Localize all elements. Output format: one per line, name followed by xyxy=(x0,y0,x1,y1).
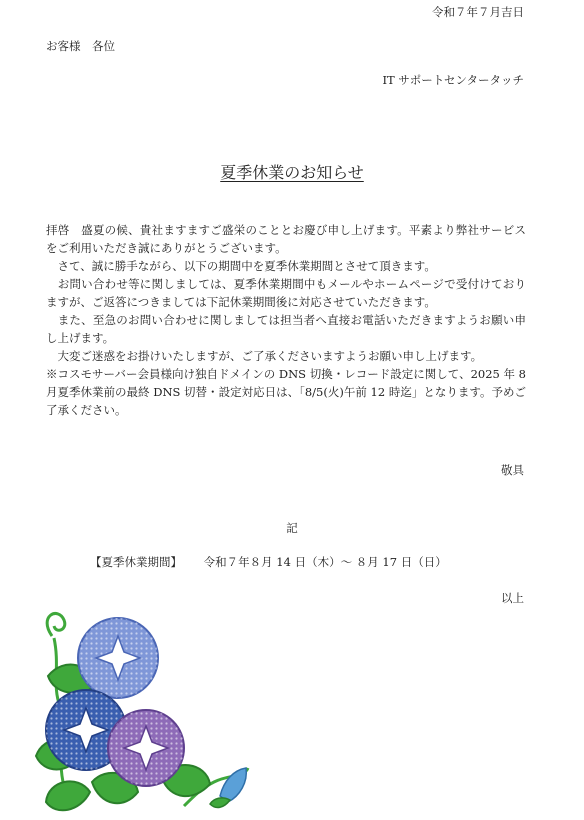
body-paragraph: 拝啓 盛夏の候、貴社ますますご盛栄のこととお慶び申し上げます。平素より弊社サービスをご利用いただき誠にありがとうございます。 xyxy=(46,223,526,255)
holiday-period-value: 令和７年８月 14 日（木）～ ８月 17 日（日） xyxy=(203,555,447,569)
issue-date: 令和７年７月吉日 xyxy=(432,5,524,19)
notice-title-wrapper xyxy=(0,160,584,183)
ki-heading: 記 xyxy=(286,521,298,535)
holiday-period xyxy=(90,554,447,570)
body-paragraph: ※コスモサーバー会員様向け独自ドメインの DNS 切換・レコード設定に関して、2025 年 8 月夏季休業前の最終 DNS 切替・設定対応日は、「8/5(火)午前 12 時迄」となります。予めご了承ください。 xyxy=(46,367,526,417)
leaf xyxy=(46,781,90,810)
flower-purple xyxy=(108,710,184,786)
flower-bud xyxy=(210,768,246,807)
recipient: お客様 各位 xyxy=(46,39,115,53)
closing-ijou: 以上 xyxy=(501,591,524,605)
notice-body xyxy=(46,221,526,419)
body-paragraph: さて、誠に勝手ながら、以下の期間中を夏季休業期間とさせて頂きます。 xyxy=(46,259,436,273)
sender-name: IT サポートセンタータッチ xyxy=(382,73,524,87)
vine-curl xyxy=(47,613,65,636)
notice-title: 夏季休業のお知らせ xyxy=(220,163,364,182)
body-paragraph: また、至急のお問い合わせに関しましては担当者へ直接お電話いただきますようお願い申し上げます。 xyxy=(46,313,526,345)
holiday-period-label: 【夏季休業期間】 xyxy=(90,555,182,569)
body-paragraph: 大変ご迷惑をお掛けいたしますが、ご了承くださいますようお願い申し上げます。 xyxy=(46,349,483,363)
closing-keigu: 敬具 xyxy=(501,463,524,477)
body-paragraph: お問い合わせ等に関しましては、夏季休業期間中もメールやホームページで受付けておりますが、ご返答につきましては下記休業期間後に対応させていただきます。 xyxy=(46,277,526,309)
morning-glory-illustration xyxy=(34,606,254,818)
flower-light-blue xyxy=(78,618,158,698)
